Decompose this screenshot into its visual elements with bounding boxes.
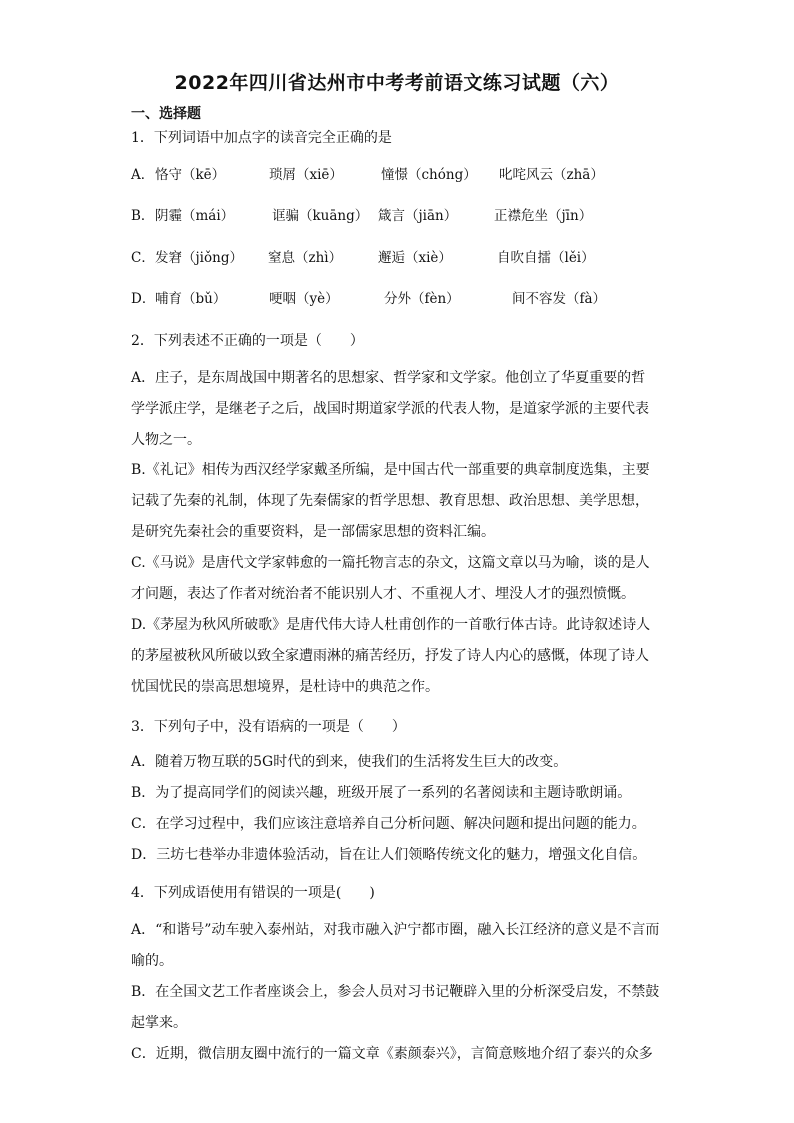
question-1-stem: 1．下列词语中加点字的读音完全正确的是 bbox=[131, 130, 392, 146]
option-item: 分外（fèn） bbox=[384, 291, 460, 307]
question-4-line: A．“和谐号”动车驶入泰州站，对我市融入沪宁都市圈，融入长江经济的意义是不言而 bbox=[131, 922, 660, 938]
option-item: 自吹自擂（lěi） bbox=[497, 250, 595, 266]
option-item: 阴霾（mái） bbox=[155, 208, 235, 224]
question-2-line: 记载了先秦的礼制，体现了先秦儒家的哲学思想、教育思想、政治思想、美学思想， bbox=[131, 493, 649, 509]
question-2-line: 才问题，表达了作者对统治者不能识别人才、不重视人才、埋没人才的强烈愤慨。 bbox=[131, 586, 635, 602]
question-2-line: 的茅屋被秋风所破以致全家遭雨淋的痛苦经历，抒发了诗人内心的感慨，体现了诗人 bbox=[131, 648, 649, 664]
option-item: 憧憬（chóng） bbox=[381, 167, 477, 183]
option-label: C． bbox=[131, 250, 155, 266]
option-item: 正襟危坐（jīn） bbox=[494, 208, 593, 224]
question-2-line: B.《礼记》相传为西汉经学家戴圣所编，是中国古代一部重要的典章制度选集，主要 bbox=[131, 462, 650, 478]
question-3-line: D．三坊七巷举办非遗体验活动，旨在让人们领略传统文化的魅力，增强文化自信。 bbox=[131, 847, 647, 863]
question-2-line: D.《茅屋为秋风所破歌》是唐代伟大诗人杜甫创作的一首歌行体古诗。此诗叙述诗人 bbox=[131, 617, 651, 633]
option-item: 哽咽（yè） bbox=[269, 291, 339, 307]
question-4-line: B．在全国文艺工作者座谈会上，参会人员对习书记鞭辟入里的分析深受启发，不禁鼓 bbox=[131, 984, 660, 1000]
question-2-stem: 2．下列表述不正确的一项是（ ） bbox=[131, 333, 364, 349]
option-item: 恪守（kē） bbox=[155, 167, 226, 183]
option-label: B． bbox=[131, 208, 155, 224]
option-item: 间不容发（fà） bbox=[512, 291, 607, 307]
question-3-line: A．随着万物互联的5G时代的到来，使我们的生活将发生巨大的改变。 bbox=[131, 754, 568, 770]
question-2-line: 是研究先秦社会的重要资料，是一部儒家思想的资料汇编。 bbox=[131, 524, 495, 540]
question-4-stem: 4．下列成语使用有错误的一项是( ) bbox=[131, 885, 375, 901]
question-3-line: B．为了提高同学们的阅读兴趣，班级开展了一系列的名著阅读和主题诗歌朗诵。 bbox=[131, 785, 632, 801]
option-item: 诓骗（kuāng） bbox=[272, 208, 369, 224]
question-2-line: 学学派庄学，是继老子之后，战国时期道家学派的代表人物，是道家学派的主要代表 bbox=[131, 401, 649, 417]
option-item: 哺育（bǔ） bbox=[155, 291, 227, 307]
question-2-line: 人物之一。 bbox=[131, 432, 201, 448]
page-title: 2022年四川省达州市中考考前语文练习试题（六） bbox=[174, 72, 620, 94]
option-item: 叱咤风云（zhā） bbox=[499, 167, 604, 183]
option-item: 邂逅（xiè） bbox=[378, 250, 452, 266]
section-heading: 一、选择题 bbox=[131, 106, 201, 122]
option-item: 发窘（jiǒng） bbox=[155, 250, 243, 266]
question-2-line: C.《马说》是唐代文学家韩愈的一篇托物言志的杂文，这篇文章以马为喻，谈的是人 bbox=[131, 555, 650, 571]
question-4-line: 起掌来。 bbox=[131, 1015, 187, 1031]
question-2-line: A．庄子，是东周战国中期著名的思想家、哲学家和文学家。他创立了华夏重要的哲 bbox=[131, 370, 646, 386]
question-3-stem: 3．下列句子中，没有语病的一项是（ ） bbox=[131, 719, 406, 735]
question-3-line: C．在学习过程中，我们应该注意培养自己分析问题、解决问题和提出问题的能力。 bbox=[131, 816, 646, 832]
option-label: A． bbox=[131, 167, 155, 183]
option-item: 箴言（jiān） bbox=[378, 208, 458, 224]
question-2-line: 忧国忧民的崇高思想境界，是杜诗中的典范之作。 bbox=[131, 679, 439, 695]
question-4-line: 喻的。 bbox=[131, 953, 173, 969]
option-item: 窒息（zhì） bbox=[268, 250, 343, 266]
question-4-line: C．近期，微信朋友圈中流行的一篇文章《素颜泰兴》，言简意赅地介绍了泰兴的众多 bbox=[131, 1046, 653, 1062]
option-label: D． bbox=[131, 291, 156, 307]
option-item: 琐屑（xiē） bbox=[269, 167, 343, 183]
